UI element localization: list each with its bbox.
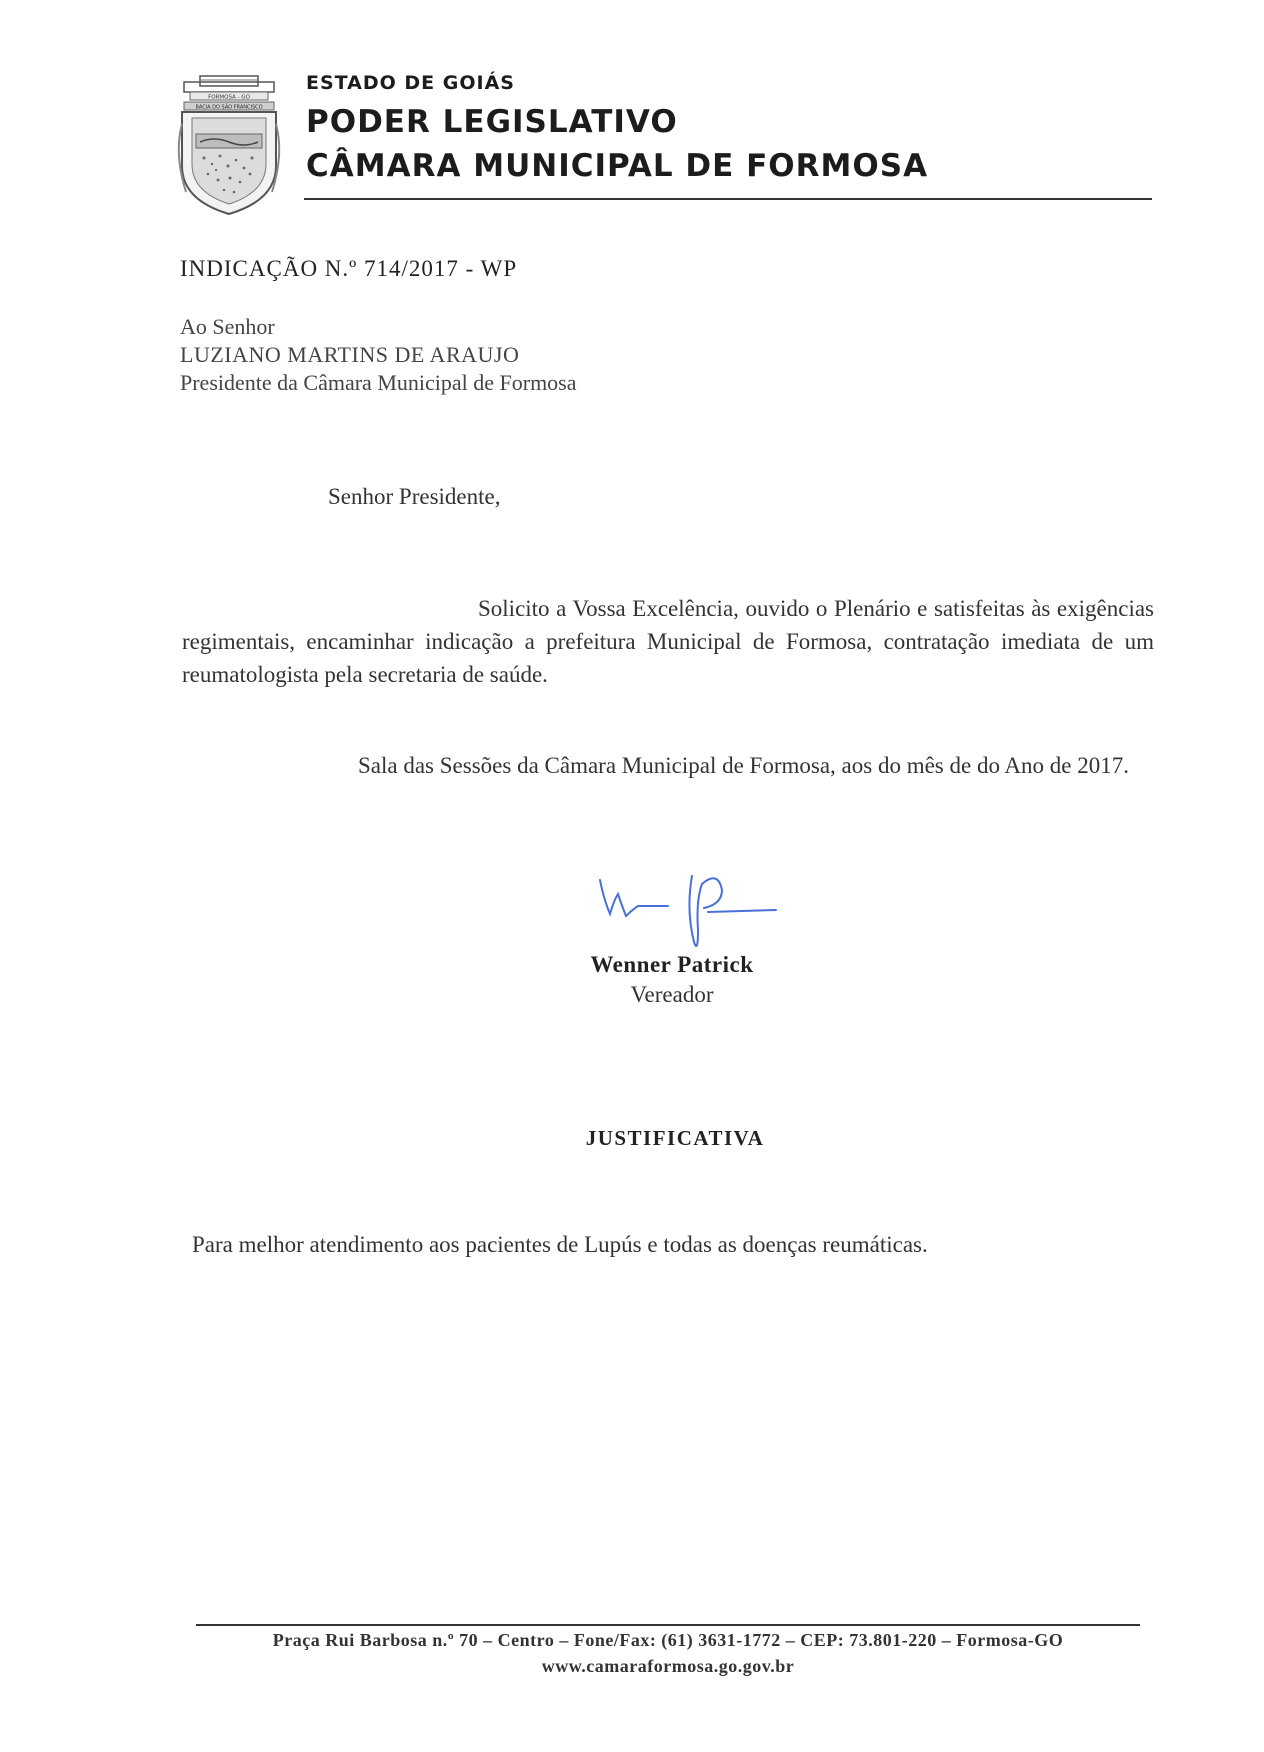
chamber-heading: CÂMARA MUNICIPAL DE FORMOSA [306, 148, 929, 184]
footer-website: www.camaraformosa.go.gov.br [541, 1656, 795, 1676]
signature-icon [598, 870, 778, 960]
addressee-name: LUZIANO MARTINS DE ARAUJO [180, 342, 520, 367]
request-paragraph: Solicito a Vossa Excelência, ouvido o Plenário e satisfeitas às exigências regimentais, encaminhar indicação a prefeitura Municipal de Formosa, contratação imediata de um reumatologista pela secretaria de saúde. [182, 596, 1154, 687]
municipal-crest-icon [170, 74, 288, 216]
addressee-prefix: Ao Senhor [180, 314, 275, 339]
signer-name: Wenner Patrick [590, 952, 754, 977]
justification-title: JUSTIFICATIVA [585, 1126, 765, 1150]
addressee-role: Presidente da Câmara Municipal de Formosa [180, 370, 577, 395]
justification-text: Para melhor atendimento aos pacientes de Lupús e todas as doenças reumáticas. [192, 1232, 928, 1257]
header-divider [304, 198, 1152, 200]
session-date-paragraph: Sala das Sessões da Câmara Municipal de Formosa, aos do mês de do Ano de 2017. [358, 753, 1130, 778]
indicacao-number: INDICAÇÃO N.º 714/2017 - WP [180, 256, 518, 281]
footer-divider [196, 1624, 1140, 1626]
svg-text:FORMOSA - GO: FORMOSA - GO [208, 94, 250, 101]
footer-address: Praça Rui Barbosa n.º 70 – Centro – Fone/Fax: (61) 3631-1772 – CEP: 73.801-220 – Formosa-GO [272, 1630, 1064, 1650]
salutation: Senhor Presidente, [328, 484, 501, 509]
state-heading: ESTADO DE GOIÁS [306, 72, 515, 94]
legislative-power-heading: PODER LEGISLATIVO [306, 104, 678, 140]
svg-text:BACIA DO SÃO FRANCISCO: BACIA DO SÃO FRANCISCO [195, 104, 263, 111]
signer-role: Vereador [630, 982, 714, 1007]
